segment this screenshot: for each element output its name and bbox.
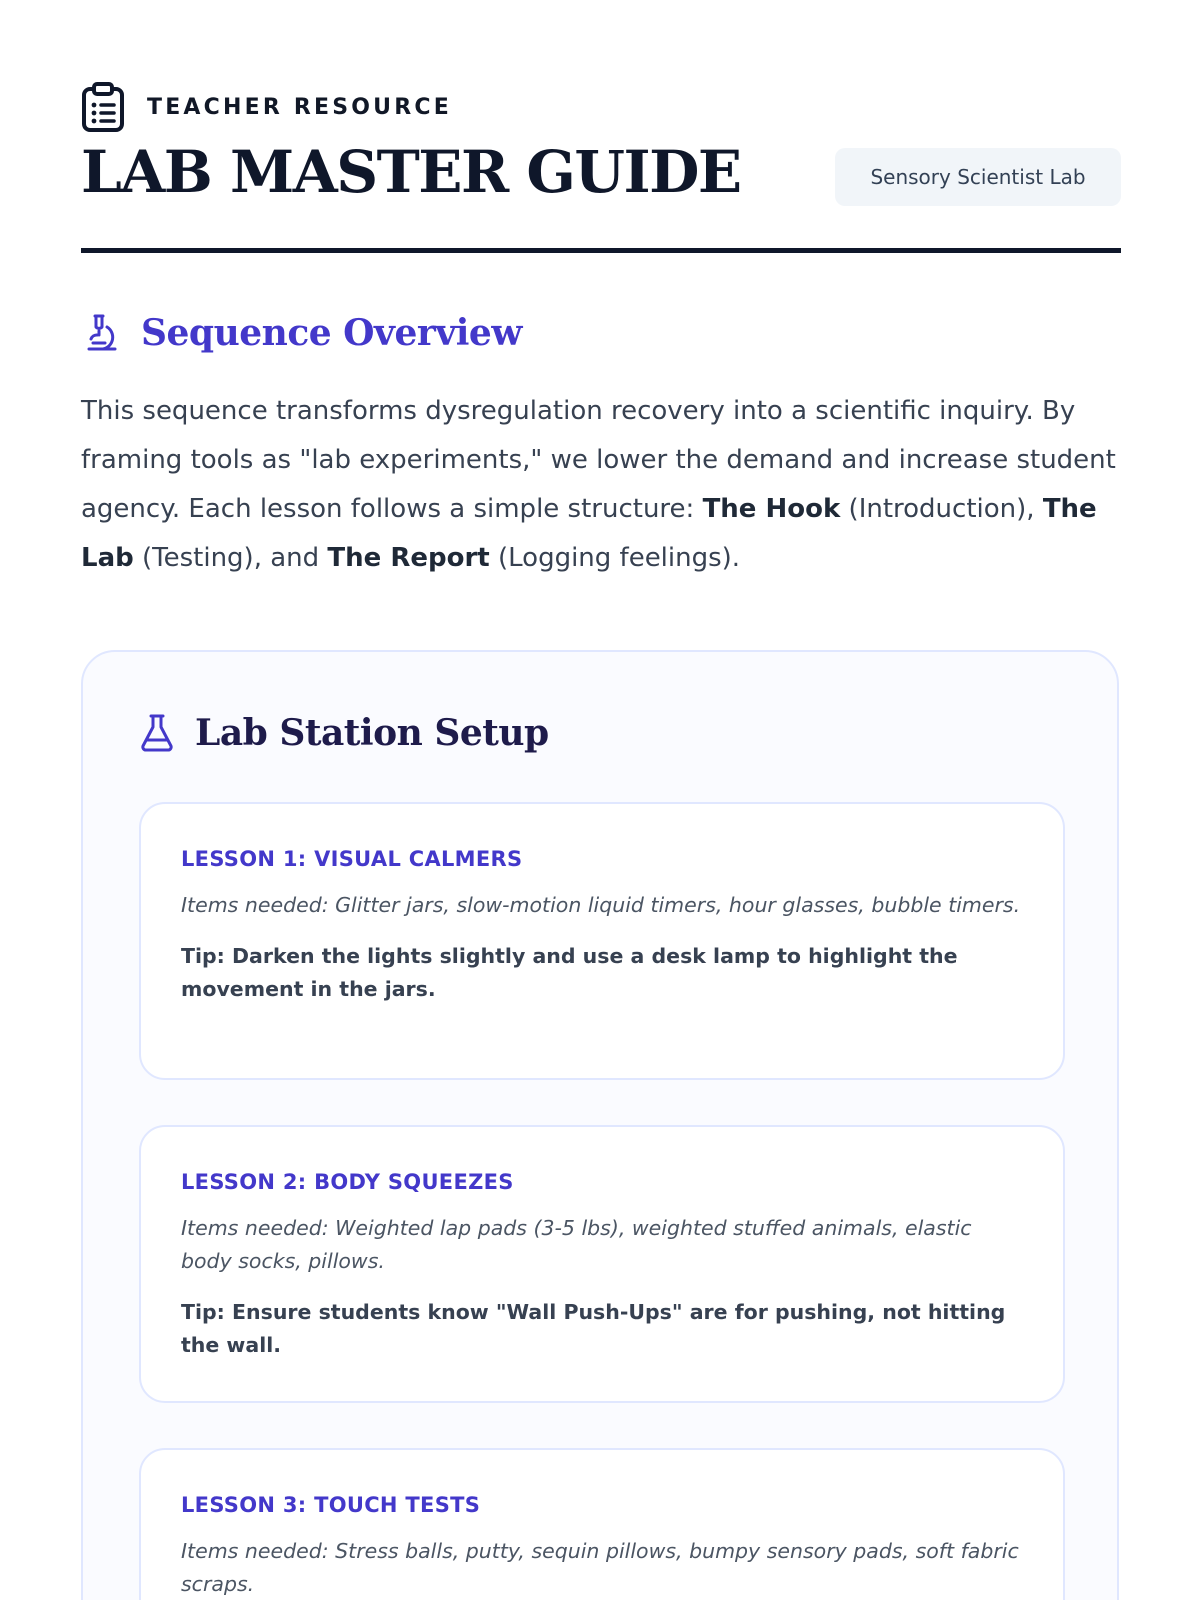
lesson-title: LESSON 2: BODY SQUEEZES <box>181 1170 514 1194</box>
flask-icon <box>139 713 175 753</box>
lesson-tip: Tip: Ensure students know "Wall Push-Ups" are for pushing, not hitting the wall. <box>181 1300 1006 1357</box>
overview-text-3: (Testing), and <box>133 543 328 573</box>
overview-heading-row <box>81 312 522 354</box>
lesson-items: Items needed: Stress balls, putty, sequin pillows, bumpy sensory pads, soft fabric scraps. <box>181 1539 1019 1596</box>
lab-term: The Lab <box>81 494 1097 573</box>
lesson-title: LESSON 1: VISUAL CALMERS <box>181 847 523 871</box>
lesson-card-2 <box>139 1125 1065 1403</box>
lab-badge: Sensory Scientist Lab <box>835 148 1121 206</box>
lesson-tip: Tip: Darken the lights slightly and use a desk lamp to highlight the movement in the jars. <box>181 944 958 1001</box>
kicker-label: TEACHER RESOURCE <box>147 94 452 120</box>
lab-station-heading: Lab Station Setup <box>195 712 549 754</box>
lesson-card-3 <box>139 1448 1065 1600</box>
lab-station-panel <box>81 650 1119 1600</box>
kicker-row <box>81 82 452 132</box>
title-divider <box>81 248 1121 253</box>
overview-text-4: (Logging feelings). <box>489 543 741 573</box>
lab-station-heading-row <box>139 712 549 754</box>
lesson-items: Items needed: Glitter jars, slow-motion liquid timers, hour glasses, bubble timers. <box>181 893 1021 917</box>
clipboard-icon <box>81 82 125 132</box>
lesson-title: LESSON 3: TOUCH TESTS <box>181 1493 481 1517</box>
overview-text-2: (Introduction), <box>840 494 1043 524</box>
overview-paragraph <box>81 387 1121 583</box>
microscope-icon <box>81 313 119 353</box>
report-term: The Report <box>327 543 490 573</box>
overview-text-1: This sequence transforms dysregulation recovery into a scientific inquiry. By framing tools as "lab experiments," we lower the demand and increase student agency. Each lesson follows a simple structure: <box>81 396 1116 524</box>
overview-heading: Sequence Overview <box>141 312 522 354</box>
page-title: LAB MASTER GUIDE <box>81 138 741 206</box>
lesson-card-1 <box>139 802 1065 1080</box>
hook-term: The Hook <box>702 494 841 524</box>
lesson-items: Items needed: Weighted lap pads (3-5 lbs), weighted stuffed animals, elastic body socks, pillows. <box>181 1216 972 1273</box>
